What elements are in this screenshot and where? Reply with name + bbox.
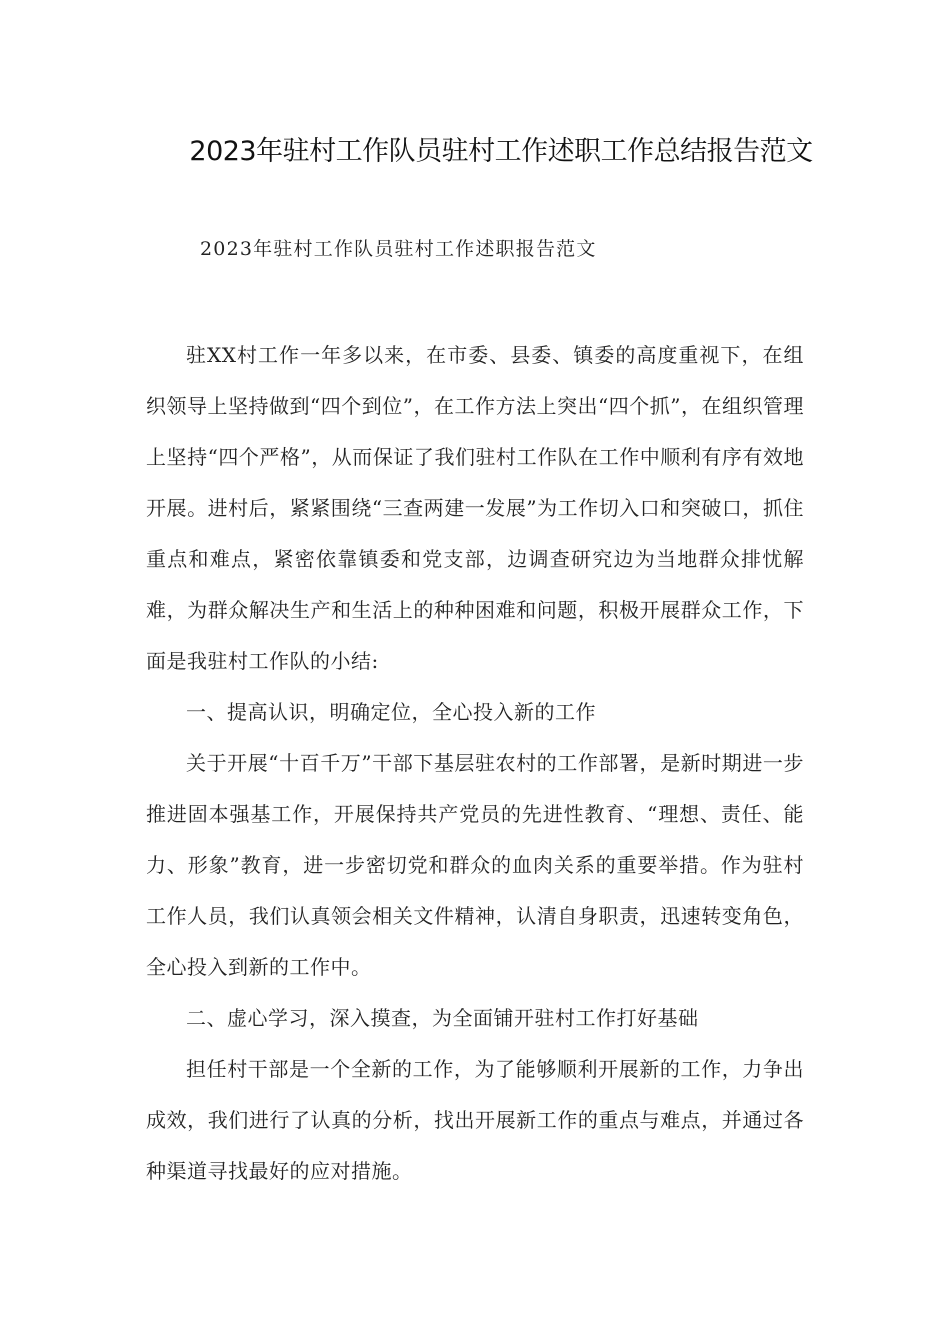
section-1-paragraph: 关于开展“十百千万”干部下基层驻农村的工作部署，是新时期进一步推进固本强基工作，开展保持共产党员的先进性教育、“理想、责任、能力、形象”教育，进一步密切党和群众的血肉关系的重要举措。作为驻村工作人员，我们认真领会相关文件精神，认清自身职责，迅速转变角色，全心投入到新的工作中。 [146,751,804,979]
document-title: 2023年驻村工作队员驻村工作述职工作总结报告范文 [189,136,813,167]
section-2-paragraph: 担任村干部是一个全新的工作，为了能够顺利开展新的工作，力争出成效，我们进行了认真的分析，找出开展新工作的重点与难点，并通过各种渠道寻找最好的应对措施。 [146,1057,804,1183]
section-heading-2: 二、虚心学习，深入摸查，为全面铺开驻村工作打好基础 [186,1006,699,1030]
document-subtitle: 2023年驻村工作队员驻村工作述职报告范文 [200,238,597,260]
document-body [146,330,804,1197]
intro-paragraph: 驻XX村工作一年多以来，在市委、县委、镇委的高度重视下，在组织领导上坚持做到“四个到位”，在工作方法上突出“四个抓”，在组织管理上坚持“四个严格”，从而保证了我们驻村工作队在工作中顺利有序有效地开展。进村后，紧紧围绕“三查两建一发展”为工作切入口和突破口，抓住重点和难点，紧密依靠镇委和党支部，边调查研究边为当地群众排忧解难，为群众解决生产和生活上的种种困难和问题，积极开展群众工作，下面是我驻村工作队的小结: [146,343,804,673]
section-heading-1: 一、提高认识，明确定位，全心投入新的工作 [186,700,596,724]
